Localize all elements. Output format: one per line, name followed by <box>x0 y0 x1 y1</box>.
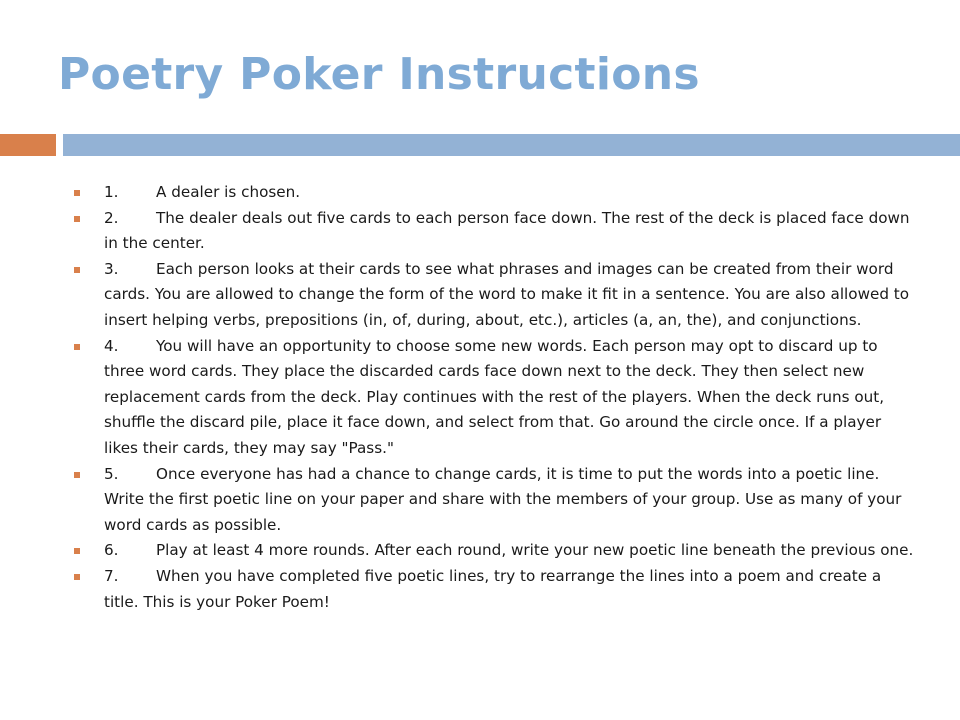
step-number: 5. <box>104 464 119 483</box>
square-bullet-icon <box>74 548 80 554</box>
instruction-step-7 <box>74 564 914 615</box>
step-number: 3. <box>104 259 119 278</box>
step-number: 7. <box>104 566 119 585</box>
step-text: Play at least 4 more rounds. After each round, write your new poetic line beneath the previous one. <box>156 541 914 560</box>
step-text: The dealer deals out five cards to each person face down. The rest of the deck is placed face down in the center. <box>104 208 910 253</box>
instruction-step-6 <box>74 538 914 564</box>
square-bullet-icon <box>74 574 80 580</box>
title-rule-accent <box>0 134 56 156</box>
step-number: 4. <box>104 336 119 355</box>
step-text: You will have an opportunity to choose some new words. Each person may opt to discard up to three word cards. They place the discarded cards face down next to the deck. They then select new replacement cards from the deck. Play continues with the rest of the players. When the deck runs out, shuffle the discard pile, place it face down, and select from that. Go around the circle once. If a player likes their cards, they may say "Pass." <box>104 336 885 457</box>
step-number: 1. <box>104 183 119 201</box>
instruction-step-1 <box>74 180 914 206</box>
step-number: 2. <box>104 208 119 227</box>
step-text: When you have completed five poetic lines, try to rearrange the lines into a poem and create a title. This is your Poker Poem! <box>104 566 882 611</box>
step-text: A dealer is chosen. <box>156 183 301 201</box>
instruction-step-3 <box>74 257 914 334</box>
title-rule-bar <box>63 134 960 156</box>
square-bullet-icon <box>74 472 80 478</box>
step-text: Each person looks at their cards to see what phrases and images can be created from their word cards. You are allowed to change the form of the word to make it fit in a sentence. You are also allowed to insert helping verbs, prepositions (in, of, during, about, etc.), articles (a, an, the), and conjunctions. <box>104 259 910 329</box>
instructions-list <box>74 180 914 615</box>
step-text: Once everyone has had a chance to change cards, it is time to put the words into a poetic line. Write the first poetic line on your paper and share with the members of your group. Use as many of your word cards as possible. <box>104 464 902 534</box>
step-number: 6. <box>104 541 119 560</box>
square-bullet-icon <box>74 267 80 273</box>
square-bullet-icon <box>74 190 80 196</box>
square-bullet-icon <box>74 216 80 222</box>
instruction-step-5 <box>74 462 914 539</box>
square-bullet-icon <box>74 344 80 350</box>
instruction-step-4 <box>74 334 914 462</box>
slide-title: Poetry Poker Instructions <box>58 49 700 100</box>
instruction-step-2 <box>74 206 914 257</box>
